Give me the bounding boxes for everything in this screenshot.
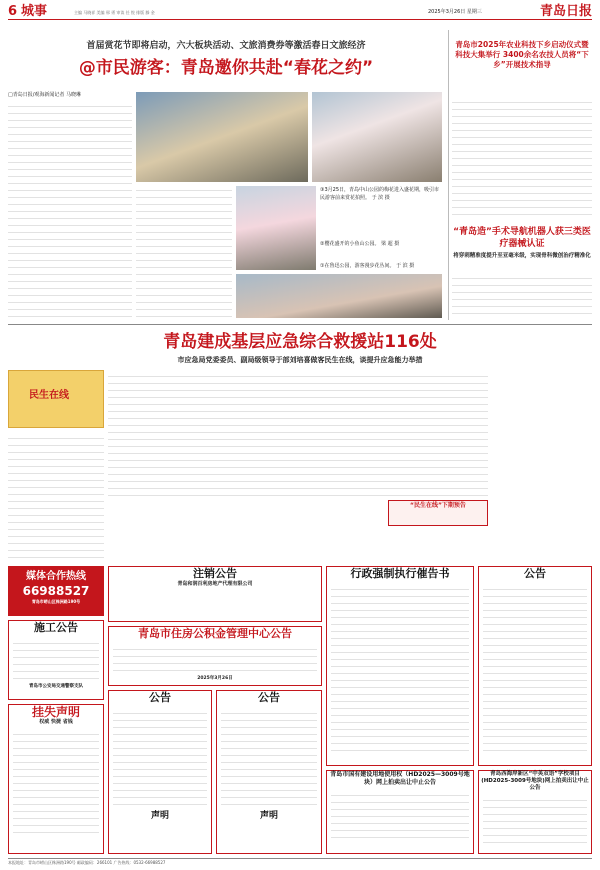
ad-deregistration-title: 注销公告 [193, 567, 237, 580]
next-episode-label: “民生在线”下期预告 [410, 502, 466, 509]
lead-photo-path [312, 92, 442, 182]
ad-deregistration-company: 青岛和润百利房地产代理有限公司 [177, 581, 253, 587]
ad-lost-notice [8, 704, 104, 854]
lead-body-text [8, 100, 132, 318]
lead-body-text-2 [136, 184, 232, 318]
ad-notice-right [478, 566, 592, 766]
ad-notice-b-title: 公告 [258, 691, 280, 704]
ad-construction [8, 620, 104, 700]
photo-caption-2: ②樱花盛开的小鱼山公园。 梁 超 摄 [320, 241, 400, 247]
lead-byline: □青岛日报/观海新闻记者 马晓琳 [8, 92, 81, 98]
issue-date: 2025年3月26日 星期三 [428, 9, 482, 15]
side-subtitle-2: 将穿刺精准度提升至亚毫米级，实现骨科微创治疗精准化 [453, 253, 591, 259]
media-ad [8, 566, 104, 616]
story2-body-2 [108, 370, 488, 500]
photo-caption-3: ①在鲁迅公园，游客漫步花丛间。 于 滨 摄 [320, 263, 415, 269]
ad-housing-fund-date: 2025年3月26日 [197, 676, 233, 681]
story2-body-1 [8, 432, 104, 562]
ad-enforcement-title: 行政强制执行催告书 [350, 567, 450, 580]
livestream-title: 民生在线 [29, 390, 69, 401]
page-footer: 本报地址：青岛市崂山区株洲路190号 邮政编码：266101 广告热线：0532-66988527 [8, 858, 592, 866]
media-ad-title: 媒体合作热线 [26, 571, 86, 582]
side-body-2 [452, 272, 592, 318]
ad-construction-company: 青岛市公安局交通警察支队 [29, 684, 83, 689]
ad-construction-title: 施工公告 [34, 621, 78, 634]
photo-caption-1: ③3月25日，青岛中山公园的梅花进入盛花期，吸引市民游客前来赏花拍照。 于 滨 摄 [320, 187, 440, 201]
ad-enforcement [326, 566, 474, 766]
ad-deregistration [108, 566, 322, 622]
ad-housing-fund [108, 626, 322, 686]
ad-land-auction-title: 青岛市国有建设用地使用权（HD2025—3009号地块）网上拍卖出让中止公告 [330, 771, 470, 786]
lead-photo-plum [136, 92, 308, 182]
ad-notice-a-title: 公告 [149, 691, 171, 704]
ad-school-auction [478, 770, 592, 854]
ad-school-auction-title: 青岛西海岸新区“中英双语”学校项目(HD2025-3009号地块)网上拍卖出让中止公告 [481, 771, 589, 791]
side-headline-1: 青岛市2025年农业科技下乡启动仪式暨科技大集举行 3400余名农技人员将“下乡”开展技术指导 [455, 40, 589, 69]
livestream-photo [8, 370, 104, 428]
ad-housing-fund-title: 青岛市住房公积金管理中心公告 [138, 627, 292, 640]
story2-subtitle: 市应急局党委委员、副局级领导于部刘培喜做客民生在线，谈提升应急能力举措 [177, 356, 423, 364]
ad-lost-title: 挂失声明 [31, 705, 80, 719]
side-headline-2: “青岛造”手术导航机器人获三类医疗器械认证 [453, 227, 591, 249]
lead-photo-park [236, 274, 442, 318]
masthead-logo: 青岛日报 [539, 4, 592, 19]
ad-notice-right-title: 公告 [524, 567, 546, 580]
ad-statement-a-title: 声明 [150, 811, 169, 821]
ad-notice-a [108, 690, 212, 854]
section-name: 城事 [21, 4, 48, 19]
media-ad-phone: 66988527 [22, 584, 90, 598]
ad-lost-sub: 权威 快捷 省钱 [39, 719, 73, 725]
story2-headline: 青岛建成基层应急综合救援站116处 [163, 332, 437, 352]
ad-statement-b-title: 声明 [259, 811, 278, 821]
editor-line: 主编 马晓祥 美编 邢 勇 审读 任 悦 排版 滕 金 [74, 10, 155, 15]
page-header [8, 4, 592, 20]
lead-kicker: 首届赏花节即将启动，六大板块活动、文旅消费券等激活春日文旅经济 [86, 41, 366, 51]
lead-headline: @市民游客：青岛邀你共赴“春花之约” [78, 58, 374, 78]
side-body-1 [452, 96, 592, 220]
page-number: 6 [8, 4, 18, 19]
media-ad-address: 青岛市崂山区株洲路190号 [31, 599, 81, 604]
lead-photo-sakura [236, 186, 316, 270]
ad-notice-b [216, 690, 322, 854]
ad-land-auction [326, 770, 474, 854]
next-episode-box [388, 500, 488, 526]
